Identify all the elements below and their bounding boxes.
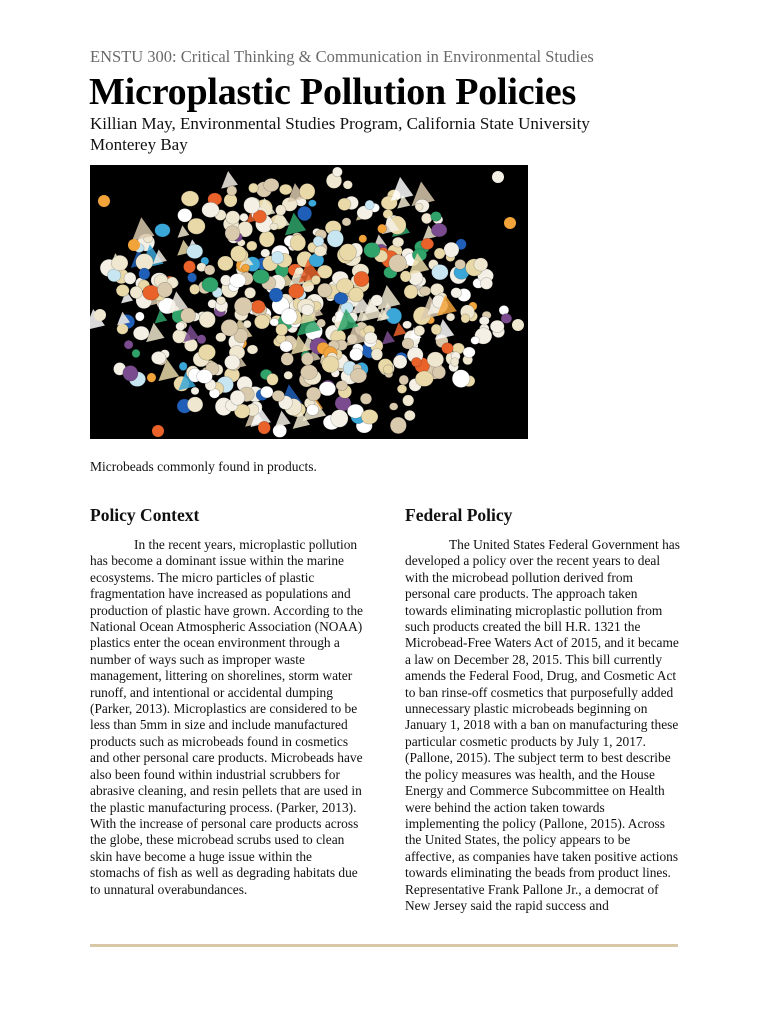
page-title: Microplastic Pollution Policies <box>89 71 577 113</box>
microbead <box>427 352 444 367</box>
microbead <box>230 274 246 288</box>
policy-context-heading: Policy Context <box>90 505 200 525</box>
microbead <box>364 243 380 258</box>
microbead <box>188 218 206 234</box>
microbead <box>240 213 249 221</box>
microbead <box>202 277 218 292</box>
microbead <box>117 324 128 335</box>
microbead <box>306 387 320 401</box>
microbead <box>253 270 270 284</box>
microbead <box>389 403 398 411</box>
microbead <box>173 330 186 344</box>
microbead <box>392 237 403 247</box>
microbead <box>361 410 378 425</box>
microbead <box>273 424 287 437</box>
microbead <box>414 326 425 336</box>
microbead <box>504 217 516 229</box>
microbead <box>290 235 306 251</box>
microbead <box>135 312 144 321</box>
microbead <box>492 171 504 183</box>
microbead <box>317 319 326 327</box>
microbead <box>332 167 342 177</box>
microbead <box>336 381 348 391</box>
microbead <box>270 223 278 230</box>
microbead <box>191 387 199 395</box>
plastic-fragment <box>382 331 395 345</box>
microbead <box>190 284 200 294</box>
microbead <box>116 285 129 297</box>
footer-rule <box>90 944 678 947</box>
course-name: ENSTU 300: Critical Thinking & Communication in Environmental Studies <box>90 47 594 66</box>
microbead <box>342 218 351 226</box>
microbead <box>442 343 454 354</box>
microbead <box>389 255 407 272</box>
microbead <box>132 349 140 357</box>
microbead <box>181 308 196 323</box>
microbead <box>386 308 402 324</box>
microbead <box>378 224 387 233</box>
microbead <box>390 417 406 434</box>
microbead <box>402 338 414 349</box>
microbead <box>371 349 382 361</box>
microbead <box>188 273 197 283</box>
microbead <box>383 365 393 374</box>
microbead <box>184 261 196 273</box>
microbead <box>254 315 269 329</box>
microbead <box>451 288 462 298</box>
figure-caption: Microbeads commonly found in products. <box>90 459 317 474</box>
microbead <box>133 326 149 340</box>
microbead <box>433 366 446 379</box>
microbead <box>455 259 466 269</box>
microbead <box>187 244 203 258</box>
microbead <box>360 393 371 404</box>
microbead <box>338 198 351 210</box>
microbead <box>128 239 140 251</box>
microbead <box>234 297 252 315</box>
microbead <box>298 206 312 221</box>
microbead <box>350 369 366 383</box>
microbead <box>490 320 504 332</box>
microbead <box>187 397 203 412</box>
microbead <box>359 235 367 243</box>
microbead <box>299 184 315 200</box>
microbead <box>313 236 324 246</box>
microbead <box>221 319 238 336</box>
microbead <box>247 241 258 251</box>
microbead <box>327 230 343 247</box>
microbead <box>124 272 136 284</box>
microbead <box>411 357 421 367</box>
microbead <box>322 356 339 373</box>
microbead <box>243 320 251 328</box>
microbead <box>272 390 284 401</box>
microbead <box>331 410 348 428</box>
microbead <box>147 373 156 382</box>
microbead <box>403 395 414 406</box>
microbead <box>204 265 215 275</box>
microbead <box>244 197 260 213</box>
microbead <box>451 358 459 367</box>
microbead <box>276 324 288 336</box>
microbead <box>176 322 185 331</box>
microbead <box>279 184 292 195</box>
microbead <box>501 314 512 324</box>
microbead <box>261 386 274 398</box>
microbead <box>251 300 265 313</box>
microbead <box>139 268 150 280</box>
microbead <box>452 370 470 388</box>
microbead <box>124 340 133 349</box>
microbead <box>247 345 258 354</box>
microbead <box>404 410 415 420</box>
microbead <box>111 255 128 270</box>
microbead <box>350 348 363 361</box>
plastic-fragment <box>391 177 414 201</box>
microbead <box>151 351 166 364</box>
microbead <box>319 382 336 396</box>
microbead <box>230 390 245 405</box>
microbead <box>267 374 279 386</box>
microbead <box>311 275 320 284</box>
microbead <box>400 271 411 282</box>
microbead <box>420 286 431 296</box>
microbead <box>179 362 187 371</box>
microbead <box>227 186 237 196</box>
microbead <box>181 191 199 206</box>
microbead <box>349 287 364 302</box>
microbead <box>393 355 407 369</box>
microbead <box>270 318 279 326</box>
microbead <box>364 332 377 344</box>
microbead <box>479 316 489 325</box>
microbead <box>197 335 206 344</box>
microbead <box>334 293 348 305</box>
microbead <box>280 341 292 352</box>
microbead <box>276 205 286 216</box>
microbead <box>365 200 374 210</box>
microbead <box>397 385 407 394</box>
microbead <box>271 251 284 263</box>
microbeads-image <box>90 165 528 439</box>
microbead <box>301 365 318 380</box>
microbead <box>432 265 449 280</box>
microbead <box>197 369 213 383</box>
microbead <box>155 224 170 237</box>
microbead <box>258 421 270 434</box>
microbead <box>403 321 412 329</box>
microbead <box>231 246 247 262</box>
microbead <box>431 223 447 237</box>
microbead <box>143 285 160 300</box>
microbead <box>245 287 256 298</box>
microbead <box>463 347 475 358</box>
microbead <box>431 212 442 222</box>
microbead <box>307 404 319 415</box>
microbead <box>301 304 314 315</box>
microbead <box>226 211 240 224</box>
microbead <box>421 213 432 224</box>
microbead <box>415 203 423 210</box>
microbead <box>249 183 259 193</box>
federal-policy-paragraph: The United States Federal Government has developed a policy over the recent years to deal with the microbead pollution derived from personal care products. The approach taken towards eliminating microplastic pollution from such products created the bill H.R. 1321 the Microbead-Free Waters Act of 2015, and it became a law on December 28, 2015. This bill currently amends the Federal Food, Drug, and Cosmetic Act to ban rinse-off cosmetics that purposefully added unnecessary plastic microbeads beginning on January 1, 2018 with a ban on manufacturing these particular cosmetic products by July 1, 2017. (Pallone, 2015). The subject term to best describe the policy measures was health, and the House Energy and Commerce Subcommittee on Health were behind the action taken towards implementing the policy (Pallone, 2015). Across the United States, the policy appears to be affective, as companies have taken positive actions towards eliminating the beads from product lines. Representative Frank Pallone Jr., a democrat of New Jersey said the rapid success and <box>405 537 680 913</box>
microbead <box>399 375 409 385</box>
microbead <box>218 256 234 271</box>
microbead <box>284 371 293 379</box>
microbead <box>225 355 240 370</box>
microbead <box>383 209 393 218</box>
microbead <box>343 181 352 190</box>
microbead <box>512 319 524 331</box>
microbead <box>404 285 418 299</box>
microbead <box>354 271 369 286</box>
author-affiliation: Killian May, Environmental Studies Program, California State University Monterey Bay <box>90 114 590 154</box>
microbead <box>199 311 215 327</box>
microbead <box>318 283 333 297</box>
microbead <box>461 314 470 323</box>
microbead <box>157 282 172 297</box>
microbead <box>281 353 294 366</box>
microbead <box>289 284 304 298</box>
microbead <box>259 231 274 247</box>
microbead <box>446 313 455 321</box>
microbead <box>314 246 326 257</box>
microbead <box>202 202 219 217</box>
microbead <box>130 286 142 298</box>
policy-context-paragraph: In the recent years, microplastic pollution has become a dominant issue within the marine ecosystems. The micro particles of plastic fragmentation have increased as populations and production of plastic have grown. According to the National Ocean Atmospheric Association (NOAA) plastics enter the ocean environment through a number of ways such as improper waste management, littering on shorelines, storm water runoff, and intentional or accidental dumping (Parker, 2013). Microplastics are considered to be less than 5mm in size and include manufactured products such as microbeads found in cosmetics and other personal care products. Microbeads have also been found within industrial scrubbers for abrasive cleaning, and resin pellets that are used in the plastic manufacturing process. (Parker, 2013). With the increase of personal care products across the globe, these microbead scrubs used to clean skin have become a huge issue within the stomachs of fish as well as degrading habitats due to unnatural overabundances. <box>90 537 363 897</box>
microbead <box>216 296 225 304</box>
microbead <box>474 258 488 271</box>
microbeads-photo <box>90 165 528 439</box>
microbead <box>225 226 240 241</box>
microbead <box>123 366 138 382</box>
microbead <box>199 344 216 360</box>
microbead <box>339 244 356 261</box>
microbead <box>421 238 434 249</box>
microbead <box>301 353 313 366</box>
microbead <box>281 308 297 324</box>
microbead <box>308 200 316 207</box>
federal-policy-heading: Federal Policy <box>405 505 513 525</box>
microbead <box>415 371 433 386</box>
microbead <box>242 264 250 271</box>
microbead <box>264 178 279 191</box>
microbead <box>444 242 459 257</box>
microbead <box>471 336 480 344</box>
microbead <box>480 278 492 290</box>
microbead <box>269 288 283 302</box>
microbead <box>431 324 441 335</box>
microbead <box>94 309 106 321</box>
microbead <box>152 425 164 437</box>
microbead <box>98 195 110 207</box>
microbead <box>434 248 445 259</box>
microbead <box>178 209 192 223</box>
